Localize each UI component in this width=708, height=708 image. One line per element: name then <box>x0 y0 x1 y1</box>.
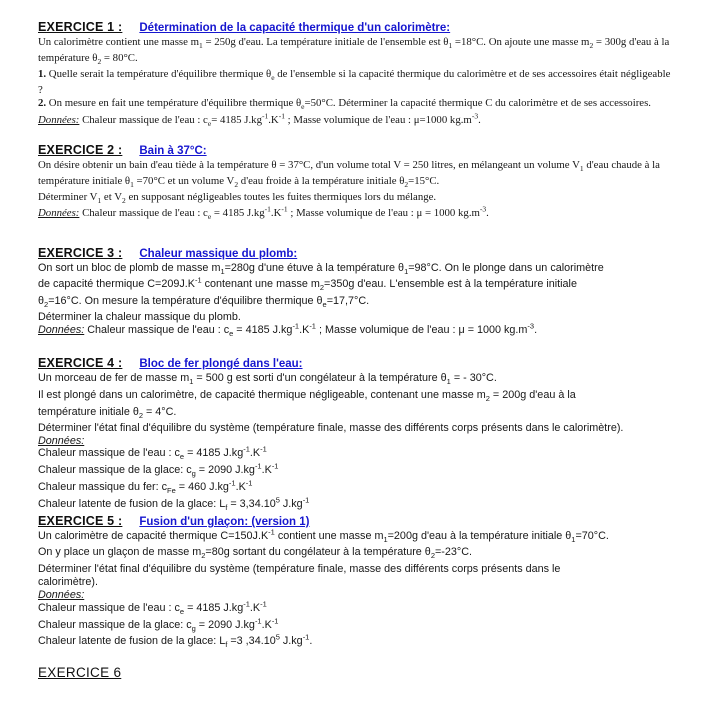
exercise-6-section <box>38 664 702 682</box>
exercise-1-section <box>38 18 702 130</box>
exercise-2-section <box>38 141 702 224</box>
text-line: Un morceau de fer de masse $m_1 = 500$ g est sorti d'un congélateur à la température $\theta_1$ = - 30°C. <box>38 372 497 387</box>
exercise-2-body <box>38 159 702 224</box>
text-line: Chaleur massique du fer: $c_{Fe} = 460$ $J.kg^{-1}.K^{-1}$ <box>38 478 253 496</box>
text-line: Déterminer la chaleur massique du plomb. <box>38 311 241 324</box>
text-line: Déterminer l'état final d'équilibre du système (température finale, masse des différents corps présents dans le calorimètre). <box>38 422 624 435</box>
text-line: température initiale $\theta_1 =70^\circ C$ et un volume $V_2$ d'eau froide à la température initiale $\theta_2=15^\circ C$. <box>38 175 440 190</box>
exercise-1-title-link[interactable]: Détermination de la capacité thermique d'un calorimètre: <box>139 22 451 34</box>
exercise-4-title-link[interactable]: Bloc de fer plongé dans l'eau: <box>139 358 303 370</box>
text-line: ? <box>38 84 43 97</box>
text-line: Chaleur latente de fusion de la glace: $L_f =3$ ,34.10$^5$ $J.kg^{-1}$. <box>38 632 313 650</box>
exercise-2-title-link[interactable]: Bain à 37°C: <box>139 145 207 157</box>
exercise-3-heading-row <box>38 244 702 259</box>
text-line: Un calorimètre contient une masse $m_1 = 250g$ d'eau. La température initiale de l'ensemble est $\theta_1 =18^\circ C$. On ajoute une masse $m_2 = 300g$ d'eau à la <box>38 36 670 51</box>
text-line: température initiale $\theta_2 = 4^\circ C$. <box>38 405 177 420</box>
exercise-4-heading: EXERCICE 4 : <box>38 356 123 370</box>
text-line: 1. Quelle serait la température d'équilibre thermique $\theta_e$ de l'ensemble si la capacité thermique du calorimètre et de ses accessoires était négligeable <box>38 68 671 83</box>
exercise-2-heading: EXERCICE 2 : <box>38 143 123 157</box>
text-line: Données: <box>38 434 85 447</box>
text-line: calorimètre). <box>38 575 98 588</box>
text-line: Données: Chaleur massique de l'eau : $c_e = 4185$ $J.kg^{-1}.K^{-1}$ ; Masse volumique de l'eau : μ = 1000 $kg.m^{-3}$. <box>38 321 538 339</box>
text-line: température $\theta_2 = 80^\circ C$. <box>38 52 138 67</box>
text-line: On sort un bloc de plomb de masse $m_1=280g$ d'une étuve à la température $\theta_1=98^\circ C$. On le plonge dans un calorimètre <box>38 262 604 277</box>
exercise-2-heading-row <box>38 141 702 156</box>
text-line: Chaleur massique de la glace: $c_g = 2090$ $J.kg^{-1}.K^{-1}$ <box>38 461 279 479</box>
exercise-3-title-link[interactable]: Chaleur massique du plomb: <box>139 248 298 260</box>
text-line: Un calorimètre de capacité thermique $C=150J.K^{-1}$ contient une masse $m_1=200g$ d'eau à la température initiale $\theta_1=70^\circ C$. <box>38 527 609 545</box>
text-line: Déterminer l'état final d'équilibre du système (température finale, masse des différents corps présents dans le <box>38 562 561 575</box>
text-line: de capacité thermique $C=209J.K^{-1}$ contenant une masse $m_2=350g$ d'eau. L'ensemble est à la température initiale <box>38 275 577 293</box>
exercise-4-body <box>38 372 702 514</box>
text-line: Données: Chaleur massique de l'eau : $c_e= 4185$ $J.kg^{-1}.K^{-1}$ ; Masse volumique de l'eau : μ=1000 $kg.m^{-3}$. <box>38 111 481 128</box>
text-line: On y place un glaçon de masse $m_2=80g$ sortant du congélateur à la température $\theta_2=-23^\circ C$. <box>38 546 473 561</box>
exercise-4-section <box>38 354 702 514</box>
text-line: Chaleur massique de l'eau : $c_e = 4185$ $J.kg^{-1}.K^{-1}$ <box>38 599 267 617</box>
text-line: $\theta_2=16^\circ C$. On mesure la température d'équilibre thermique $\theta_e=17,7^\circ C$. <box>38 294 370 309</box>
exercise-5-section <box>38 512 702 651</box>
text-line: On désire obtenir un bain d'eau tiède à la température θ = 37°C, d'un volume total V = 250 litres, en mélangeant un volume $V_1$ d'eau chaude à la <box>38 159 660 174</box>
exercise-4-heading-row <box>38 354 702 369</box>
exercise-6-heading-row <box>38 664 702 679</box>
text-line: 2. On mesure en fait une température d'équilibre thermique $\theta_e=50^\circ C$. Déterminer la capacité thermique C du calorimètre et de ses accessoires. <box>38 97 651 112</box>
exercise-3-heading: EXERCICE 3 : <box>38 246 123 260</box>
text-line: Données: <box>38 589 85 602</box>
exercise-1-heading: EXERCICE 1 : <box>38 20 123 34</box>
exercise-3-body <box>38 262 702 341</box>
exercise-5-heading: EXERCICE 5 : <box>38 514 123 528</box>
text-line: Déterminer $V_1$ et $V_2$ en supposant négligeables toutes les fuites thermiques lors du mélange. <box>38 191 437 206</box>
exercise-5-title-link[interactable]: Fusion d'un glaçon: (version 1) <box>139 516 310 528</box>
exercise-1-heading-row <box>38 18 702 33</box>
text-line: Chaleur massique de la glace: $c_g = 2090$ $J.kg^{-1}.K^{-1}$ <box>38 616 279 633</box>
exercise-5-heading-row <box>38 512 702 527</box>
text-line: Chaleur massique de l'eau : $c_e = 4185$ $J.kg^{-1}.K^{-1}$ <box>38 444 267 462</box>
text-line: Données: Chaleur massique de l'eau : $c_e = 4185$ $J.kg^{-1}.K^{-1}$ ; Masse volumique de l'eau : μ = 1000 $kg.m^{-3}$. <box>38 204 489 222</box>
exercise-3-section <box>38 244 702 341</box>
exercise-5-body <box>38 527 702 651</box>
text-line: Chaleur latente de fusion de la glace: $L_f = 3,34.10^5$ $J.kg^{-1}$ <box>38 495 310 512</box>
exercise-6-heading: EXERCICE 6 <box>38 665 122 680</box>
exercise-1-body <box>38 36 702 130</box>
text-line: Il est plongé dans un calorimètre, de capacité thermique négligeable, contenant une masse $m_2 = 200g$ d'eau à la <box>38 388 576 403</box>
